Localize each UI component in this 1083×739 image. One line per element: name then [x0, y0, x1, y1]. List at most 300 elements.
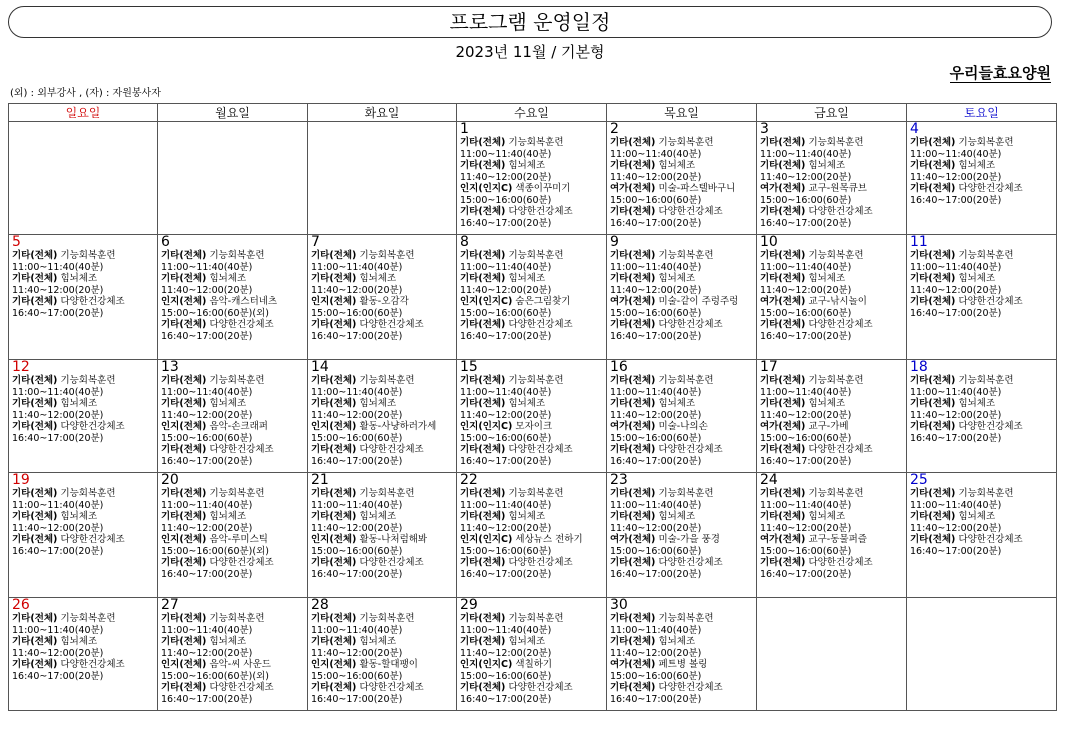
program-time: 11:00~11:40(40분)	[610, 624, 702, 636]
time-line	[610, 456, 754, 468]
time-line	[610, 262, 754, 274]
program-time: 16:40~17:00(20분)	[12, 670, 104, 682]
program-name: 힘뇌체조	[508, 160, 546, 171]
program-line	[12, 296, 155, 308]
program-name: 기능회복훈련	[958, 137, 1014, 148]
program-time: 16:40~17:00(20분)	[161, 693, 253, 705]
program-line	[610, 636, 754, 648]
program-time: 15:00~16:00(60분)	[610, 194, 702, 206]
time-line	[610, 625, 754, 637]
program-time: 11:00~11:40(40분)	[910, 386, 1002, 398]
program-time: 16:40~17:00(20분)	[910, 432, 1002, 444]
day-cell	[907, 122, 1057, 235]
time-line	[161, 285, 305, 297]
program-category: 기타(전체)	[610, 511, 656, 522]
empty-day-cell	[158, 122, 308, 235]
program-category: 기타(전체)	[12, 296, 58, 307]
program-line	[161, 319, 305, 331]
program-line	[610, 250, 754, 262]
program-category: 기타(전체)	[610, 375, 656, 386]
program-time: 15:00~16:00(60분)	[760, 194, 852, 206]
program-line	[161, 613, 305, 625]
time-line	[460, 331, 604, 343]
program-name: 색종이꾸미기	[515, 183, 571, 194]
program-line	[12, 613, 155, 625]
program-time: 11:40~12:00(20분)	[12, 647, 104, 659]
day-number: 7	[311, 234, 320, 250]
time-line	[311, 546, 454, 558]
program-line	[610, 137, 754, 149]
program-category: 기타(전체)	[161, 444, 207, 455]
time-line	[910, 172, 1054, 184]
program-name: 다양한건강체조	[209, 319, 274, 330]
program-line	[161, 488, 305, 500]
program-category: 인지(전체)	[161, 659, 207, 670]
program-time: 11:00~11:40(40분)	[12, 624, 104, 636]
program-line	[610, 421, 754, 433]
program-name: 다양한건강체조	[508, 206, 573, 217]
program-category: 기타(전체)	[460, 488, 506, 499]
program-line	[610, 160, 754, 172]
program-name: 기능회복훈련	[958, 488, 1014, 499]
program-line	[460, 296, 604, 308]
program-time: 16:40~17:00(20분)	[910, 307, 1002, 319]
program-time: 16:40~17:00(20분)	[12, 307, 104, 319]
program-time: 16:40~17:00(20분)	[460, 568, 552, 580]
program-line	[161, 682, 305, 694]
program-name: 다양한건강체조	[60, 421, 125, 432]
program-category: 여가(전체)	[610, 183, 656, 194]
program-line	[610, 613, 754, 625]
day-cell	[607, 122, 757, 235]
program-name: 기능회복훈련	[60, 250, 116, 261]
program-line	[311, 659, 454, 671]
time-line	[760, 456, 904, 468]
program-line	[311, 534, 454, 546]
time-line	[760, 308, 904, 320]
program-time: 11:40~12:00(20분)	[161, 409, 253, 421]
day-cell	[457, 473, 607, 598]
program-category: 여가(전체)	[760, 296, 806, 307]
day-number: 23	[610, 472, 628, 488]
program-category: 기타(전체)	[760, 398, 806, 409]
program-time: 11:40~12:00(20분)	[610, 171, 702, 183]
program-time: 16:40~17:00(20분)	[311, 693, 403, 705]
time-line	[311, 500, 454, 512]
program-time: 11:40~12:00(20분)	[161, 522, 253, 534]
program-line	[311, 488, 454, 500]
program-time: 11:00~11:40(40분)	[460, 499, 552, 511]
time-line	[910, 285, 1054, 297]
program-time: 11:00~11:40(40분)	[311, 499, 403, 511]
program-name: 음악-손크래퍼	[209, 421, 268, 432]
program-name: 힘뇌체조	[60, 398, 98, 409]
program-name: 다양한건강체조	[508, 319, 573, 330]
time-line	[610, 195, 754, 207]
time-line	[760, 285, 904, 297]
program-name: 기능회복훈련	[209, 488, 265, 499]
time-line	[12, 546, 155, 558]
program-name: 다양한건강체조	[60, 659, 125, 670]
program-time: 11:00~11:40(40분)	[12, 261, 104, 273]
program-category: 기타(전체)	[12, 534, 58, 545]
day-number: 13	[161, 359, 179, 375]
day-number: 9	[610, 234, 619, 250]
program-name: 다양한건강체조	[958, 183, 1023, 194]
program-category: 기타(전체)	[12, 488, 58, 499]
program-category: 기타(전체)	[311, 636, 357, 647]
program-name: 힘뇌체조	[60, 273, 98, 284]
schedule-calendar	[8, 103, 1057, 711]
program-name: 힘뇌체조	[808, 511, 846, 522]
program-category: 기타(전체)	[760, 375, 806, 386]
time-line	[460, 262, 604, 274]
program-time: 15:00~16:00(60분)	[460, 194, 552, 206]
program-time: 15:00~16:00(60분)	[161, 432, 253, 444]
program-name: 다양한건강체조	[60, 534, 125, 545]
program-category: 기타(전체)	[760, 273, 806, 284]
day-number: 6	[161, 234, 170, 250]
day-cell	[9, 360, 158, 473]
program-name: 기능회복훈련	[508, 613, 564, 624]
program-category: 인지(인지C)	[460, 296, 513, 307]
time-line	[311, 694, 454, 706]
program-name: 기능회복훈련	[508, 137, 564, 148]
program-line	[161, 534, 305, 546]
program-time: 16:40~17:00(20분)	[760, 568, 852, 580]
time-line	[760, 218, 904, 230]
program-name: 힘뇌체조	[958, 511, 996, 522]
program-time: 15:00~16:00(60분)	[460, 307, 552, 319]
day-cell	[757, 360, 907, 473]
time-line	[610, 569, 754, 581]
program-time: 15:00~16:00(60분)	[760, 545, 852, 557]
program-name: 기능회복훈련	[658, 488, 714, 499]
time-line	[460, 285, 604, 297]
program-name: 다양한건강체조	[359, 319, 424, 330]
program-time: 11:40~12:00(20분)	[12, 409, 104, 421]
program-time: 15:00~16:00(60분)	[610, 670, 702, 682]
program-category: 기타(전체)	[161, 511, 207, 522]
program-time: 11:00~11:40(40분)	[161, 499, 253, 511]
time-line	[161, 262, 305, 274]
program-name: 활동-할대팽이	[359, 659, 418, 670]
program-category: 기타(전체)	[610, 250, 656, 261]
program-time: 15:00~16:00(60분)	[460, 670, 552, 682]
program-time: 16:40~17:00(20분)	[460, 455, 552, 467]
program-line	[161, 557, 305, 569]
weekday-header: 일요일	[9, 104, 158, 122]
program-line	[311, 557, 454, 569]
program-category: 기타(전체)	[161, 682, 207, 693]
day-number: 8	[460, 234, 469, 250]
program-line	[460, 160, 604, 172]
program-name: 힘뇌체조	[508, 511, 546, 522]
program-category: 기타(전체)	[610, 137, 656, 148]
program-line	[910, 488, 1054, 500]
program-category: 기타(전체)	[12, 421, 58, 432]
program-name: 교구-동물퍼즐	[808, 534, 867, 545]
program-time: 11:40~12:00(20분)	[311, 522, 403, 534]
program-line	[610, 183, 754, 195]
program-time: 11:40~12:00(20분)	[460, 522, 552, 534]
program-name: 교구-가베	[808, 421, 849, 432]
program-name: 다양한건강체조	[209, 444, 274, 455]
program-line	[460, 682, 604, 694]
program-line	[760, 421, 904, 433]
program-line	[161, 444, 305, 456]
day-cell	[907, 473, 1057, 598]
program-line	[910, 534, 1054, 546]
day-number: 22	[460, 472, 478, 488]
program-category: 기타(전체)	[12, 636, 58, 647]
program-line	[760, 511, 904, 523]
time-line	[610, 648, 754, 660]
day-cell	[907, 360, 1057, 473]
program-line	[161, 375, 305, 387]
time-line	[12, 671, 155, 683]
program-time: 11:40~12:00(20분)	[610, 522, 702, 534]
day-cell	[607, 360, 757, 473]
program-category: 기타(전체)	[311, 682, 357, 693]
day-number: 18	[910, 359, 928, 375]
program-time: 16:40~17:00(20분)	[12, 432, 104, 444]
program-category: 여가(전체)	[610, 534, 656, 545]
program-time: 16:40~17:00(20분)	[610, 693, 702, 705]
empty-day-cell	[308, 122, 457, 235]
time-line	[460, 456, 604, 468]
program-name: 기능회복훈련	[60, 613, 116, 624]
time-line	[610, 331, 754, 343]
program-line	[610, 488, 754, 500]
program-category: 기타(전체)	[311, 250, 357, 261]
program-time: 11:00~11:40(40분)	[161, 624, 253, 636]
program-name: 기능회복훈련	[209, 375, 265, 386]
program-time: 11:40~12:00(20분)	[460, 284, 552, 296]
time-line	[311, 410, 454, 422]
empty-day-cell	[757, 598, 907, 711]
program-category: 기타(전체)	[311, 375, 357, 386]
time-line	[311, 523, 454, 535]
program-line	[161, 273, 305, 285]
time-line	[610, 218, 754, 230]
program-category: 기타(전체)	[12, 375, 58, 386]
program-category: 인지(인지C)	[460, 421, 513, 432]
program-name: 힘뇌체조	[958, 273, 996, 284]
program-line	[161, 296, 305, 308]
program-line	[161, 421, 305, 433]
program-time: 15:00~16:00(60분)(외)	[161, 670, 269, 682]
program-category: 기타(전체)	[610, 206, 656, 217]
time-line	[460, 569, 604, 581]
time-line	[610, 308, 754, 320]
time-line	[12, 648, 155, 660]
day-cell	[457, 122, 607, 235]
program-time: 15:00~16:00(60분)	[460, 432, 552, 444]
day-number: 25	[910, 472, 928, 488]
time-line	[460, 433, 604, 445]
day-cell	[308, 473, 457, 598]
program-time: 11:40~12:00(20분)	[760, 171, 852, 183]
program-time: 11:40~12:00(20분)	[460, 171, 552, 183]
program-category: 인지(전체)	[311, 421, 357, 432]
program-time: 11:40~12:00(20분)	[610, 284, 702, 296]
program-line	[610, 511, 754, 523]
program-time: 11:00~11:40(40분)	[610, 148, 702, 160]
time-line	[460, 387, 604, 399]
program-name: 미술-파스텔바구니	[658, 183, 736, 194]
program-time: 11:00~11:40(40분)	[460, 386, 552, 398]
program-line	[760, 375, 904, 387]
program-name: 기능회복훈련	[958, 250, 1014, 261]
program-line	[311, 398, 454, 410]
time-line	[910, 523, 1054, 535]
program-time: 16:40~17:00(20분)	[610, 568, 702, 580]
time-line	[610, 500, 754, 512]
program-time: 11:40~12:00(20분)	[610, 647, 702, 659]
day-cell	[158, 235, 308, 360]
program-time: 11:00~11:40(40분)	[161, 261, 253, 273]
program-name: 기능회복훈련	[60, 488, 116, 499]
program-name: 기능회복훈련	[359, 613, 415, 624]
program-category: 기타(전체)	[760, 160, 806, 171]
time-line	[161, 625, 305, 637]
program-line	[610, 534, 754, 546]
time-line	[610, 149, 754, 161]
program-name: 힘뇌체조	[209, 398, 247, 409]
program-category: 기타(전체)	[910, 273, 956, 284]
program-time: 11:40~12:00(20분)	[460, 409, 552, 421]
program-name: 힘뇌체조	[658, 511, 696, 522]
program-time: 11:00~11:40(40분)	[910, 148, 1002, 160]
program-category: 기타(전체)	[610, 319, 656, 330]
program-name: 다양한건강체조	[359, 444, 424, 455]
time-line	[460, 625, 604, 637]
program-name: 미술-나의손	[658, 421, 708, 432]
time-line	[460, 671, 604, 683]
program-line	[311, 444, 454, 456]
day-number: 1	[460, 121, 469, 137]
day-cell	[757, 122, 907, 235]
program-line	[610, 375, 754, 387]
program-category: 여가(전체)	[760, 534, 806, 545]
program-name: 교구-낚시놀이	[808, 296, 867, 307]
program-name: 다양한건강체조	[209, 557, 274, 568]
program-name: 힘뇌체조	[359, 636, 397, 647]
week-row	[9, 473, 1057, 598]
program-line	[760, 444, 904, 456]
time-line	[610, 172, 754, 184]
program-name: 기능회복훈련	[658, 613, 714, 624]
program-line	[460, 636, 604, 648]
time-line	[161, 648, 305, 660]
program-name: 힘뇌체조	[808, 398, 846, 409]
program-line	[460, 319, 604, 331]
program-name: 음악-루미스틱	[209, 534, 268, 545]
program-name: 힘뇌체조	[508, 636, 546, 647]
program-name: 다양한건강체조	[808, 444, 873, 455]
program-line	[460, 183, 604, 195]
program-line	[910, 421, 1054, 433]
program-category: 기타(전체)	[610, 488, 656, 499]
program-time: 15:00~16:00(60분)	[760, 432, 852, 444]
day-cell	[907, 235, 1057, 360]
program-line	[311, 682, 454, 694]
program-line	[460, 398, 604, 410]
program-category: 기타(전체)	[311, 319, 357, 330]
time-line	[910, 410, 1054, 422]
program-name: 다양한건강체조	[508, 682, 573, 693]
program-time: 11:40~12:00(20분)	[610, 409, 702, 421]
program-name: 다양한건강체조	[209, 682, 274, 693]
program-line	[12, 250, 155, 262]
program-category: 기타(전체)	[460, 557, 506, 568]
day-cell	[308, 360, 457, 473]
program-name: 기능회복훈련	[808, 250, 864, 261]
program-category: 기타(전체)	[760, 206, 806, 217]
week-row	[9, 235, 1057, 360]
program-category: 기타(전체)	[460, 206, 506, 217]
time-line	[12, 285, 155, 297]
program-category: 기타(전체)	[311, 488, 357, 499]
program-time: 11:40~12:00(20분)	[760, 409, 852, 421]
program-time: 11:40~12:00(20분)	[12, 284, 104, 296]
program-name: 다양한건강체조	[658, 682, 723, 693]
program-line	[161, 511, 305, 523]
day-number: 30	[610, 597, 628, 613]
program-line	[460, 659, 604, 671]
program-name: 다양한건강체조	[658, 557, 723, 568]
program-category: 기타(전체)	[460, 250, 506, 261]
program-category: 기타(전체)	[12, 398, 58, 409]
program-name: 음악-캐스터네츠	[209, 296, 278, 307]
program-category: 인지(전체)	[311, 534, 357, 545]
program-category: 기타(전체)	[311, 273, 357, 284]
program-category: 여가(전체)	[760, 183, 806, 194]
program-category: 기타(전체)	[910, 183, 956, 194]
program-time: 16:40~17:00(20분)	[610, 455, 702, 467]
day-cell	[757, 473, 907, 598]
time-line	[910, 387, 1054, 399]
day-cell	[158, 360, 308, 473]
time-line	[311, 671, 454, 683]
program-name: 기능회복훈련	[808, 488, 864, 499]
program-line	[760, 183, 904, 195]
program-category: 기타(전체)	[910, 296, 956, 307]
program-line	[910, 296, 1054, 308]
program-name: 힘뇌체조	[958, 160, 996, 171]
time-line	[610, 671, 754, 683]
program-time: 11:40~12:00(20분)	[910, 409, 1002, 421]
program-name: 힘뇌체조	[658, 398, 696, 409]
program-name: 교구-원목큐브	[808, 183, 867, 194]
program-category: 기타(전체)	[311, 613, 357, 624]
program-time: 11:00~11:40(40분)	[910, 499, 1002, 511]
program-category: 기타(전체)	[760, 319, 806, 330]
program-time: 16:40~17:00(20분)	[460, 330, 552, 342]
program-time: 11:00~11:40(40분)	[760, 386, 852, 398]
time-line	[12, 387, 155, 399]
program-name: 세상뉴스 전하기	[515, 534, 583, 545]
program-line	[760, 250, 904, 262]
program-category: 인지(인지C)	[460, 534, 513, 545]
program-time: 11:40~12:00(20분)	[910, 522, 1002, 534]
program-name: 힘뇌체조	[359, 273, 397, 284]
program-line	[460, 250, 604, 262]
program-name: 미술-가을 풍경	[658, 534, 720, 545]
program-line	[910, 273, 1054, 285]
time-line	[161, 456, 305, 468]
